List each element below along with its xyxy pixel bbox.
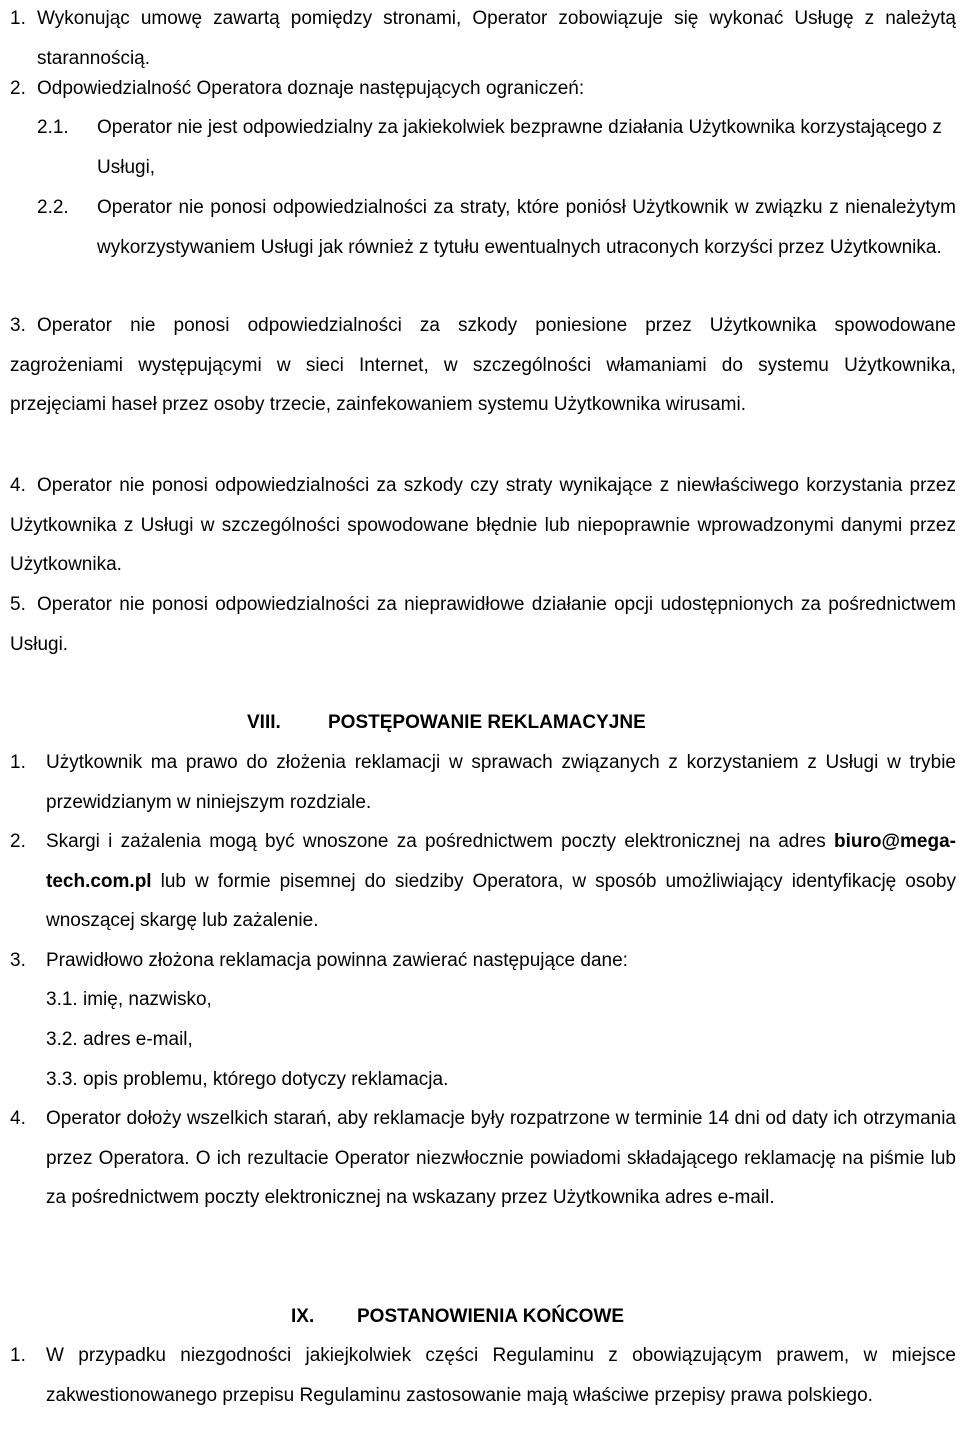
paragraph-number: 1. — [10, 1345, 26, 1366]
paragraph-number: 4. — [10, 1108, 26, 1129]
complaint-subitem-3-1 — [46, 980, 846, 1020]
paragraph-text: Odpowiedzialność Operatora doznaje następujących ograniczeń: — [37, 78, 585, 99]
complaint-paragraph-3 — [0, 941, 956, 981]
section-number: VIII. — [247, 712, 281, 733]
paragraph-number: 2. — [10, 78, 26, 99]
paragraph-text: Operator nie ponosi odpowiedzialności za szkody poniesione przez Użytkownika spowodowane zagrożeniami występującymi w sieci Internet, w szczególności włamaniami do systemu Użytkownika, przejęciami haseł przez osoby trzecie, zainfekowaniem systemu Użytkownika wirusami. — [10, 315, 956, 415]
paragraph-3 — [10, 306, 956, 425]
paragraph-text: Operator dołoży wszelkich starań, aby reklamacje były rozpatrzone w terminie 14 dni od daty ich otrzymania przez Operatora. O ich rezultacie Operator niezwłocznie powiadomi składającego reklamację na piśmie lub za pośrednictwem poczty elektronicznej na wskazany przez Użytkownika adres e-mail. — [46, 1108, 956, 1208]
paragraph-number: 1. — [10, 752, 26, 773]
paragraph-1 — [0, 0, 956, 78]
subitem-text: imię, nazwisko, — [82, 989, 212, 1010]
paragraph-text: Operator nie ponosi odpowiedzialności za szkody czy straty wynikające z niewłaściwego korzystania przez Użytkownika z Usługi w szczególności spowodowane błędnie lub niepoprawnie wprowadzonymi danymi przez Użytkownika. — [10, 475, 956, 575]
paragraph-2-2 — [0, 188, 956, 267]
email-address: biuro@mega-tech.com.pl — [46, 831, 956, 892]
paragraph-text: Prawidłowo złożona reklamacja powinna zawierać następujące dane: — [46, 950, 628, 971]
paragraph-text: Operator nie ponosi odpowiedzialności za straty, które poniósł Użytkownik w związku z nienależytym wykorzystywaniem Usługi jak również z tytułu ewentualnych utraconych korzyści przez Użytkownika. — [97, 197, 956, 258]
complaint-paragraph-1 — [0, 743, 956, 822]
paragraph-text: Operator nie jest odpowiedzialny za jakiekolwiek bezprawne działania Użytkownika korzystającego z Usługi, — [97, 117, 942, 178]
section-number: IX. — [291, 1306, 315, 1327]
section-title: POSTANOWIENIA KOŃCOWE — [357, 1306, 625, 1327]
paragraph-text: Wykonując umowę zawartą pomiędzy stronami, Operator zobowiązuje się wykonać Usługę z należytą starannością. — [37, 8, 956, 69]
text-after-email: lub w formie pisemnej do siedziby Operatora, w sposób umożliwiający identyfikację osoby wnoszącej skargę lub zażalenie. — [46, 870, 956, 931]
section-heading-ix — [291, 1297, 624, 1337]
paragraph-number: 1. — [10, 8, 26, 29]
subitem-number: 3.1. — [46, 989, 78, 1010]
complaint-subitem-3-3 — [46, 1060, 846, 1100]
complaint-paragraph-4 — [0, 1099, 956, 1218]
subitem-number: 3.3. — [46, 1069, 78, 1090]
complaint-subitem-3-2 — [46, 1020, 846, 1060]
paragraph-number: 2.1. — [37, 117, 69, 138]
paragraph-number: 2.2. — [37, 197, 69, 218]
paragraph-text: Operator nie ponosi odpowiedzialności za nieprawidłowe działanie opcji udostępnionych za pośrednictwem Usługi. — [10, 594, 956, 655]
paragraph-5 — [10, 585, 956, 664]
final-provisions-paragraph-1 — [0, 1336, 956, 1415]
paragraph-text: W przypadku niezgodności jakiejkolwiek części Regulaminu z obowiązującym prawem, w miejsce zakwestionowanego przepisu Regulaminu zastosowanie mają właściwe przepisy prawa polskiego. — [46, 1345, 956, 1406]
section-title: POSTĘPOWANIE REKLAMACYJNE — [328, 712, 646, 733]
paragraph-2-1 — [0, 108, 956, 187]
paragraph-number: 2. — [10, 831, 26, 852]
paragraph-number: 5. — [10, 594, 26, 615]
subitem-number: 3.2. — [46, 1029, 78, 1050]
complaint-paragraph-2 — [0, 822, 956, 941]
paragraph-number: 3. — [10, 950, 26, 971]
subitem-text: adres e-mail, — [82, 1029, 193, 1050]
text-before-email: Skargi i zażalenia mogą być wnoszone za pośrednictwem poczty elektronicznej na adres — [46, 831, 826, 852]
paragraph-text: Użytkownik ma prawo do złożenia reklamacji w sprawach związanych z korzystaniem z Usługi w trybie przewidzianym w niniejszym rozdziale. — [46, 752, 956, 813]
paragraph-4 — [10, 466, 956, 585]
section-heading-viii — [247, 703, 646, 743]
subitem-text: opis problemu, którego dotyczy reklamacja. — [82, 1069, 449, 1090]
paragraph-number: 4. — [10, 475, 26, 496]
paragraph-number: 3. — [10, 315, 26, 336]
paragraph-text — [46, 822, 956, 941]
paragraph-2 — [0, 69, 956, 109]
